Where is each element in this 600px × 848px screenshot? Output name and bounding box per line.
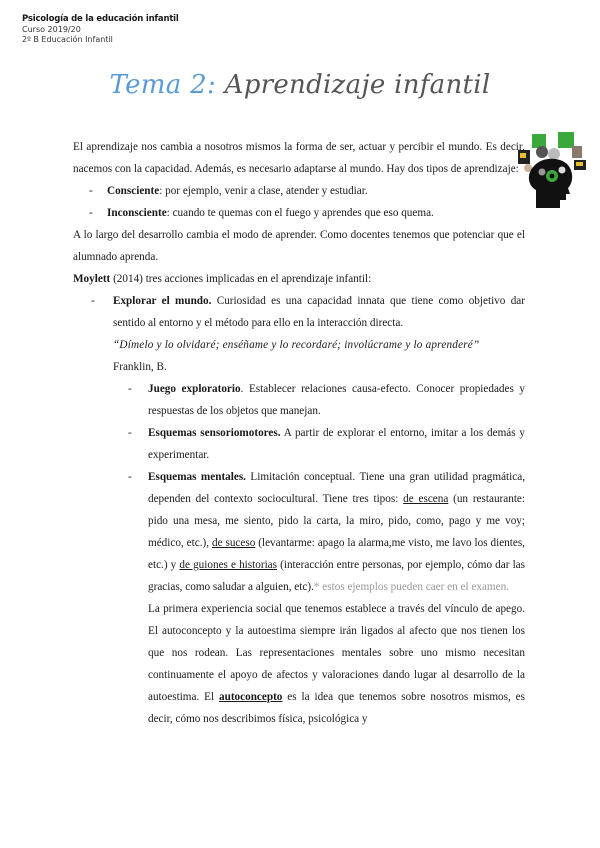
dash-bullet: - <box>91 295 95 307</box>
dash-bullet: - <box>89 207 93 219</box>
term: Esquemas sensoriomotores. <box>148 427 281 439</box>
dash-bullet: - <box>128 383 132 395</box>
course-name: Psicología de la educación infantil <box>22 14 179 24</box>
term: Esquemas mentales. <box>148 471 246 483</box>
type-escena: de escena <box>403 493 449 505</box>
page-title <box>0 70 600 100</box>
title-text: Aprendizaje infantil <box>224 70 491 100</box>
type-suceso: de suceso <box>211 537 256 549</box>
development-paragraph: A lo largo del desarrollo cambia el modo de aprender. Como docentes tenemos que potenciar que el alumnado aprenda. <box>73 229 525 263</box>
course-year: Curso 2019/20 <box>22 25 81 34</box>
apego-paragraph: La primera experiencia social que tenemos establece a través del vínculo de apego. El autoconcepto y la autoestima siempre irán ligados al afecto que nos tienen los que nos rodean. Las representaciones mentales sobre uno mismo necesitan continuamente el apoyo de afectos y valoraciones dando lugar al desarrollo de la autoestima. El autoconcepto es la idea que tenemos sobre nosotros mismos, es decir, cómo nos describimos física, psicológica y <box>148 603 525 725</box>
list-item-mentales: - Esquemas mentales. Limitación conceptual. Tiene una gran utilidad pragmática, dependen del contexto sociocultural. Tiene tres tipos: de escena (un restaurante: pido una mesa, me siento, pido la carta, la miro, pido, como, pago y me voy; médico, etc.), de suceso (levantarme: apago la alarma,me visto, me lavo los dientes, etc.) y de guiones e historias (interacción entre personas, por ejemplo, cómo dar las gracias, como saludar a alguien, etc).* estos ejemplos pueden caer en el examen. <box>73 466 525 598</box>
title-number: Tema 2: <box>109 70 217 100</box>
list-item-sensoriomotores: - Esquemas sensoriomotores. A partir de explorar el entorno, imitar a los demás y experimentar. <box>73 422 525 466</box>
list-item-explorar: - Explorar el mundo. Curiosidad es una capacidad innata que tiene como objetivo dar sentido al entorno y el método para ello en la interacción directa. <box>73 290 525 334</box>
dash-bullet: - <box>128 427 132 439</box>
document-body <box>73 136 525 730</box>
term: Explorar el mundo. <box>113 295 212 307</box>
term: Juego exploratorio <box>148 383 241 395</box>
type-guiones: de guiones e historias <box>179 559 278 571</box>
intro-paragraph: El aprendizaje nos cambia a nosotros mismos la forma de ser, actuar y percibir el mundo. Es decir, nacemos con la capacidad. Además, es necesario adaptarse al mundo. Hay dos tipos de aprendizaje: <box>73 141 525 175</box>
document-header <box>22 14 179 45</box>
moylett-paragraph: Moylett (2014) tres acciones implicadas en el aprendizaje infantil: <box>73 273 372 285</box>
dash-bullet: - <box>128 471 132 483</box>
quote-author: Franklin, B. <box>113 361 167 373</box>
autoconcepto-term: autoconcepto <box>219 691 283 703</box>
term: Consciente <box>107 185 160 197</box>
dash-bullet: - <box>89 185 93 197</box>
list-item-inconsciente: - Inconsciente: cuando te quemas con el fuego y aprendes que eso quema. <box>73 202 525 224</box>
list-item-juego: - Juego exploratorio. Establecer relaciones causa-efecto. Conocer propiedades y respuestas de los objetos que manejan. <box>73 378 525 422</box>
franklin-quote: “Dímelo y lo olvidaré; enséñame y lo recordaré; involúcrame y lo aprenderé” <box>113 339 480 351</box>
exam-note: * estos ejemplos pueden caer en el examen. <box>313 581 509 593</box>
course-group: 2º B Educación Infantil <box>22 35 113 44</box>
term: Inconsciente <box>107 207 167 219</box>
list-item-consciente: - Consciente: por ejemplo, venir a clase, atender y estudiar. <box>73 180 525 202</box>
